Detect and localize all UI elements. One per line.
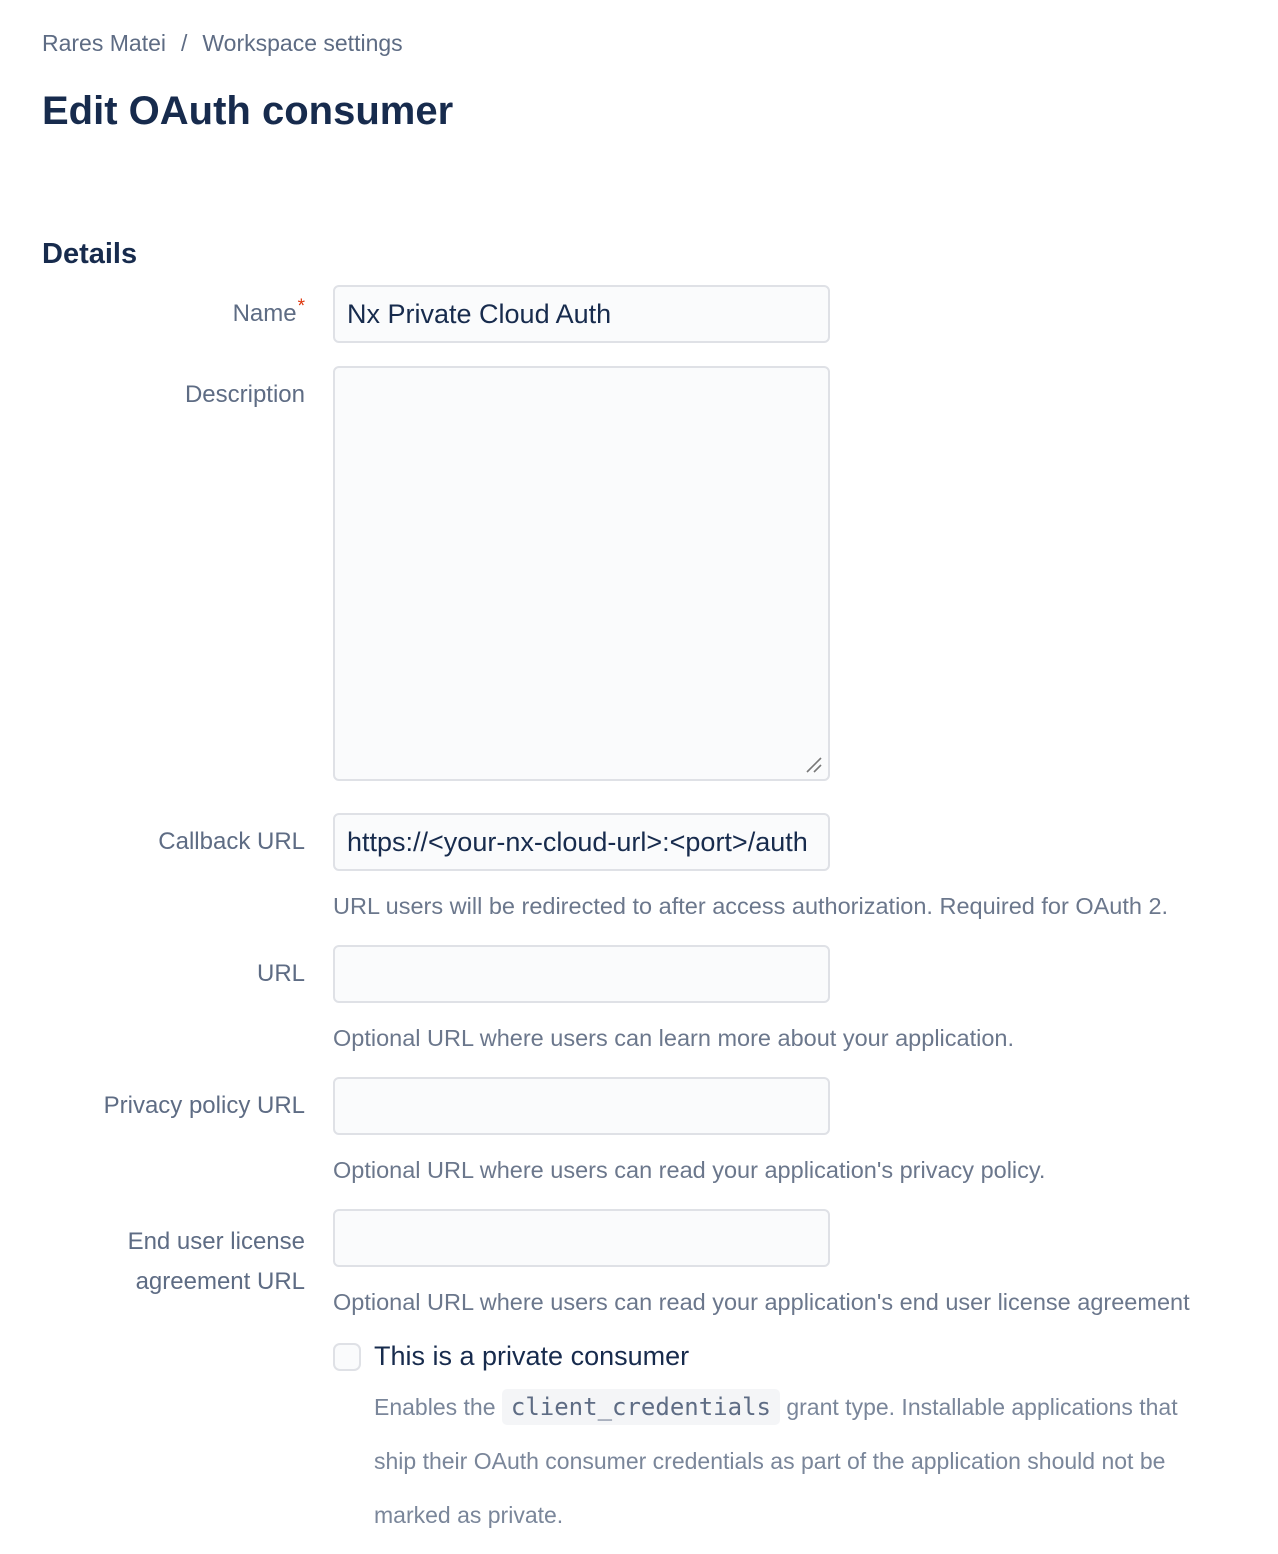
required-asterisk: *	[297, 296, 305, 317]
private-consumer-checkbox[interactable]	[333, 1343, 361, 1371]
callback-url-help-text: URL users will be redirected to after access authorization. Required for OAuth 2.	[333, 893, 1169, 919]
page-title: Edit OAuth consumer	[42, 89, 454, 133]
details-section-heading: Details	[42, 238, 138, 270]
callback-url-input[interactable]	[333, 813, 830, 871]
description-control	[333, 366, 1278, 781]
private-consumer-help-prefix: Enables the	[374, 1394, 502, 1420]
form-row-privacy-policy-url	[42, 1077, 1278, 1185]
eula-url-control	[333, 1209, 1278, 1317]
name-label-text: Name	[232, 300, 297, 327]
description-textarea[interactable]	[333, 366, 830, 781]
name-control	[333, 285, 1278, 343]
url-label: URL	[256, 960, 305, 987]
breadcrumb-workspace-link[interactable]: Rares Matei	[42, 30, 166, 56]
client-credentials-code: client_credentials	[502, 1389, 780, 1425]
privacy-policy-url-input[interactable]	[333, 1077, 830, 1135]
eula-url-help-text: Optional URL where users can read your application's end user license agreement	[333, 1289, 1190, 1315]
name-input[interactable]	[333, 285, 830, 343]
privacy-policy-url-control	[333, 1077, 1278, 1185]
breadcrumb	[42, 30, 1278, 57]
private-consumer-checkbox-label[interactable]: This is a private consumer	[374, 1341, 690, 1371]
breadcrumb-separator: /	[180, 30, 188, 56]
url-help-text: Optional URL where users can learn more about your application.	[333, 1025, 1014, 1051]
url-input[interactable]	[333, 945, 830, 1003]
url-control	[333, 945, 1278, 1053]
description-label: Description	[184, 381, 305, 408]
private-consumer-checkbox-line	[333, 1341, 1278, 1372]
private-consumer-help-suffix: grant type. Installable applications that ship their OAuth consumer credentials as part of the application should not be marked as private.	[374, 1394, 1178, 1528]
private-consumer-help-text	[374, 1380, 1206, 1542]
callback-url-control	[333, 813, 1278, 921]
breadcrumb-settings-link[interactable]: Workspace settings	[202, 30, 403, 56]
eula-url-input[interactable]	[333, 1209, 830, 1267]
oauth-consumer-form	[42, 285, 1278, 1542]
privacy-policy-url-help-text: Optional URL where users can read your application's privacy policy.	[333, 1157, 1046, 1183]
form-row-private-consumer	[42, 1341, 1278, 1542]
form-row-name	[42, 285, 1278, 343]
eula-url-label: End user license agreement URL	[127, 1228, 305, 1295]
private-consumer-control	[333, 1341, 1278, 1542]
description-textarea-wrap	[333, 366, 830, 781]
form-row-url	[42, 945, 1278, 1053]
form-row-callback-url	[42, 813, 1278, 921]
privacy-policy-url-label: Privacy policy URL	[103, 1092, 305, 1119]
name-label	[42, 285, 305, 343]
form-row-eula-url	[42, 1209, 1278, 1317]
form-row-description	[42, 366, 1278, 781]
callback-url-label: Callback URL	[158, 828, 305, 855]
